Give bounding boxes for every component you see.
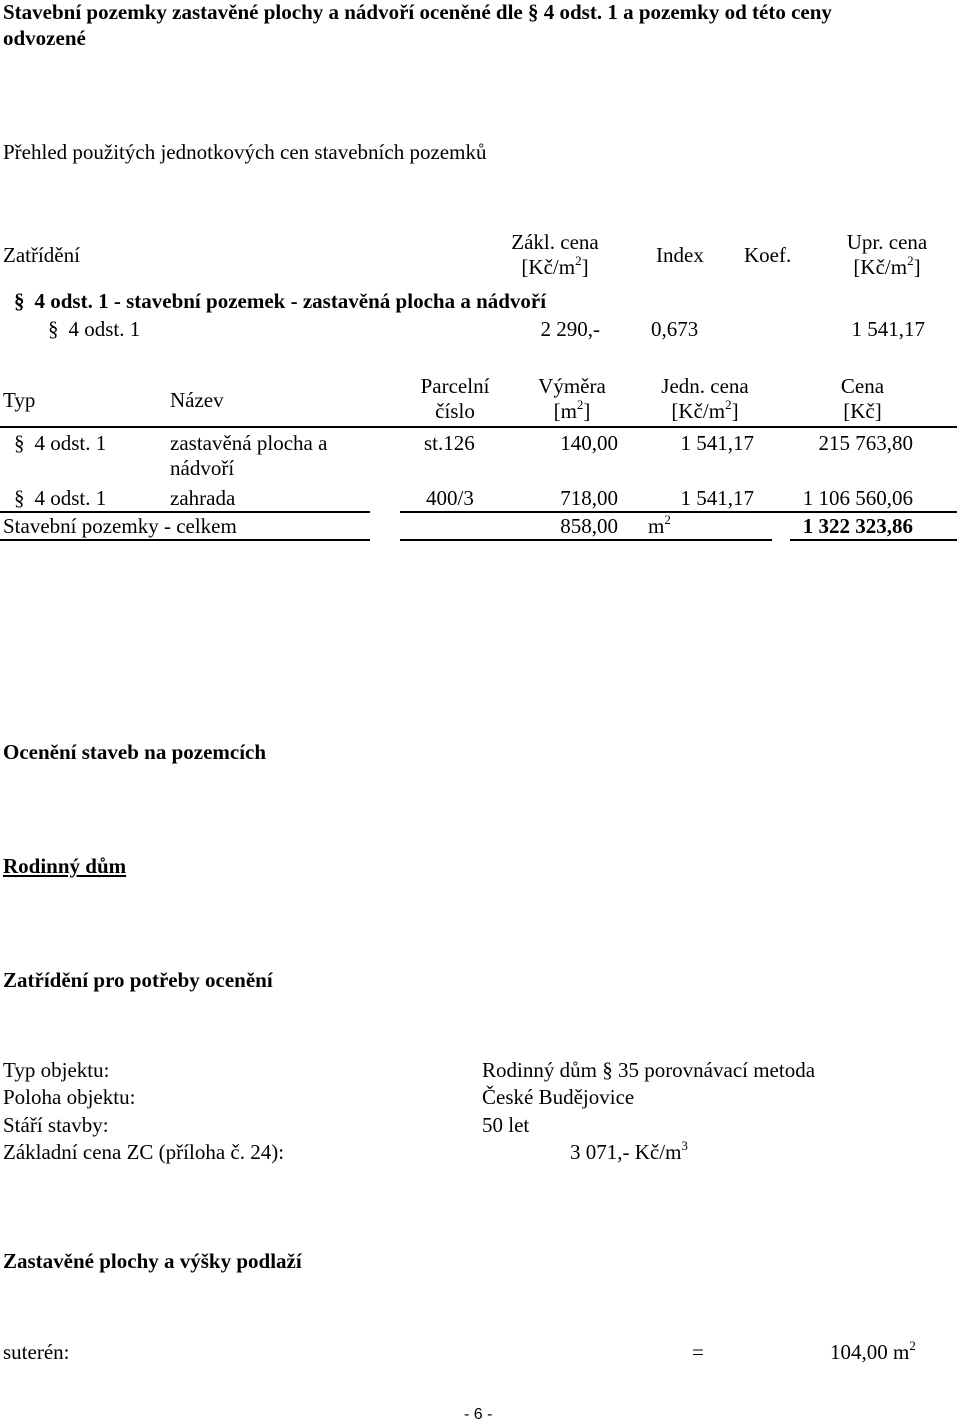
parcel-row1-typ: § 4 odst. 1 [14, 431, 107, 455]
parcel-total-label: Stavební pozemky - celkem [3, 514, 237, 538]
zakladni-cena-label: Základní cena ZC (příloha č. 24): [3, 1140, 285, 1164]
parcel-row2-nazev: zahrada [170, 486, 236, 510]
zakladni-cena-value: 3 071,- $Kč/m^3$ [570, 1138, 688, 1164]
poloha-objektu-label: Poloha objektu: [3, 1085, 136, 1109]
parcel-row1-parcelni: st.126 [424, 431, 475, 455]
document-title-line1: Stavební pozemky zastavěné plochy a nádvoří oceněné dle § 4 odst. 1 a pozemky od této ceny [3, 0, 832, 24]
section-sign-icon: § [14, 486, 25, 510]
parcel-header-nazev: Název [170, 388, 224, 412]
heading-rodinny-dum: Rodinný dům [3, 854, 127, 878]
stari-stavby-label: Stáří stavby: [3, 1113, 109, 1137]
total-bottom-rule-mid [400, 539, 772, 541]
overview-heading: Přehled použitých jednotkových cen stavebních pozemků [3, 140, 487, 164]
total-rule-left [0, 511, 370, 513]
stari-stavby-value: 50 let [482, 1113, 530, 1137]
parcel-header-typ: Typ [3, 388, 36, 412]
parcel-row2-jedn-cena: 1 541,17 [680, 486, 754, 510]
poloha-objektu-value: České Budějovice [482, 1085, 635, 1109]
parcel-row2-typ: § 4 odst. 1 [14, 486, 107, 510]
section-sign-icon: § [602, 1058, 613, 1082]
parcel-header-vymera: Výměra $[m^2]$ [538, 374, 606, 424]
heading-oceneni-staveb: Ocenění staveb na pozemcích [3, 740, 267, 764]
price-header-koef: Koef. [744, 243, 792, 267]
typ-objektu-label: Typ objektu: [3, 1058, 110, 1082]
parcel-total-cena: 1 322 323,86 [802, 514, 913, 538]
parcel-header-cena: Cena [Kč] [840, 374, 885, 424]
price-header-upr-cena: Upr. cena $[Kč/m^2]$ [846, 230, 928, 280]
typ-objektu-value: Rodinný dům § 35 porovnávací metoda [482, 1058, 816, 1082]
suteren-value: 104,00 $m^2$ [830, 1338, 916, 1364]
parcel-row1-vymera: 140,00 [560, 431, 618, 455]
price-row-zatrideni: § 4 odst. 1 [48, 317, 141, 341]
section-sign-icon: § [48, 317, 59, 341]
parcel-row1-nazev: zastavěná plocha a nádvoří [170, 431, 328, 481]
price-row-upr-cena: 1 541,17 [851, 317, 925, 341]
parcel-row1-jedn-cena: 1 541,17 [680, 431, 754, 455]
price-header-zatrideni: Zatřídění [3, 243, 80, 267]
price-row-zakl-cena: 2 290,- [540, 317, 600, 341]
page-number: - 6 - [464, 1406, 493, 1423]
price-group-label: § 4 odst. 1 - stavební pozemek - zastavěná plocha a nádvoří [14, 289, 547, 313]
parcel-total-vymera: 858,00 [560, 514, 618, 538]
document-title-line2: odvozené [3, 26, 86, 50]
heading-zatrideni: Zatřídění pro potřeby ocenění [3, 968, 273, 992]
parcel-header-jedn-cena: Jedn. cena $[Kč/m^2]$ [661, 374, 749, 424]
parcel-row2-vymera: 718,00 [560, 486, 618, 510]
total-bottom-rule-left [0, 539, 370, 541]
parcel-header-rule [0, 426, 957, 428]
parcel-total-unit: $m^2$ [648, 512, 671, 538]
heading-zastavene-plochy: Zastavěné plochy a výšky podlaží [3, 1249, 302, 1273]
parcel-header-parcelni: Parcelní číslo [420, 374, 490, 424]
parcel-row1-cena: 215 763,80 [818, 431, 913, 455]
price-row-index: 0,673 [651, 317, 699, 341]
section-sign-icon: § [14, 289, 25, 313]
price-header-zakl-cena: Zákl. cena $[Kč/m^2]$ [511, 230, 599, 280]
parcel-row2-cena: 1 106 560,06 [802, 486, 913, 510]
price-header-index: Index [656, 243, 704, 267]
parcel-row2-parcelni: 400/3 [426, 486, 474, 510]
suteren-label: suterén: [3, 1340, 70, 1364]
total-rule-right [400, 511, 957, 513]
suteren-equals: = [692, 1340, 704, 1364]
section-sign-icon: § [14, 431, 25, 455]
total-bottom-rule-right [790, 539, 957, 541]
